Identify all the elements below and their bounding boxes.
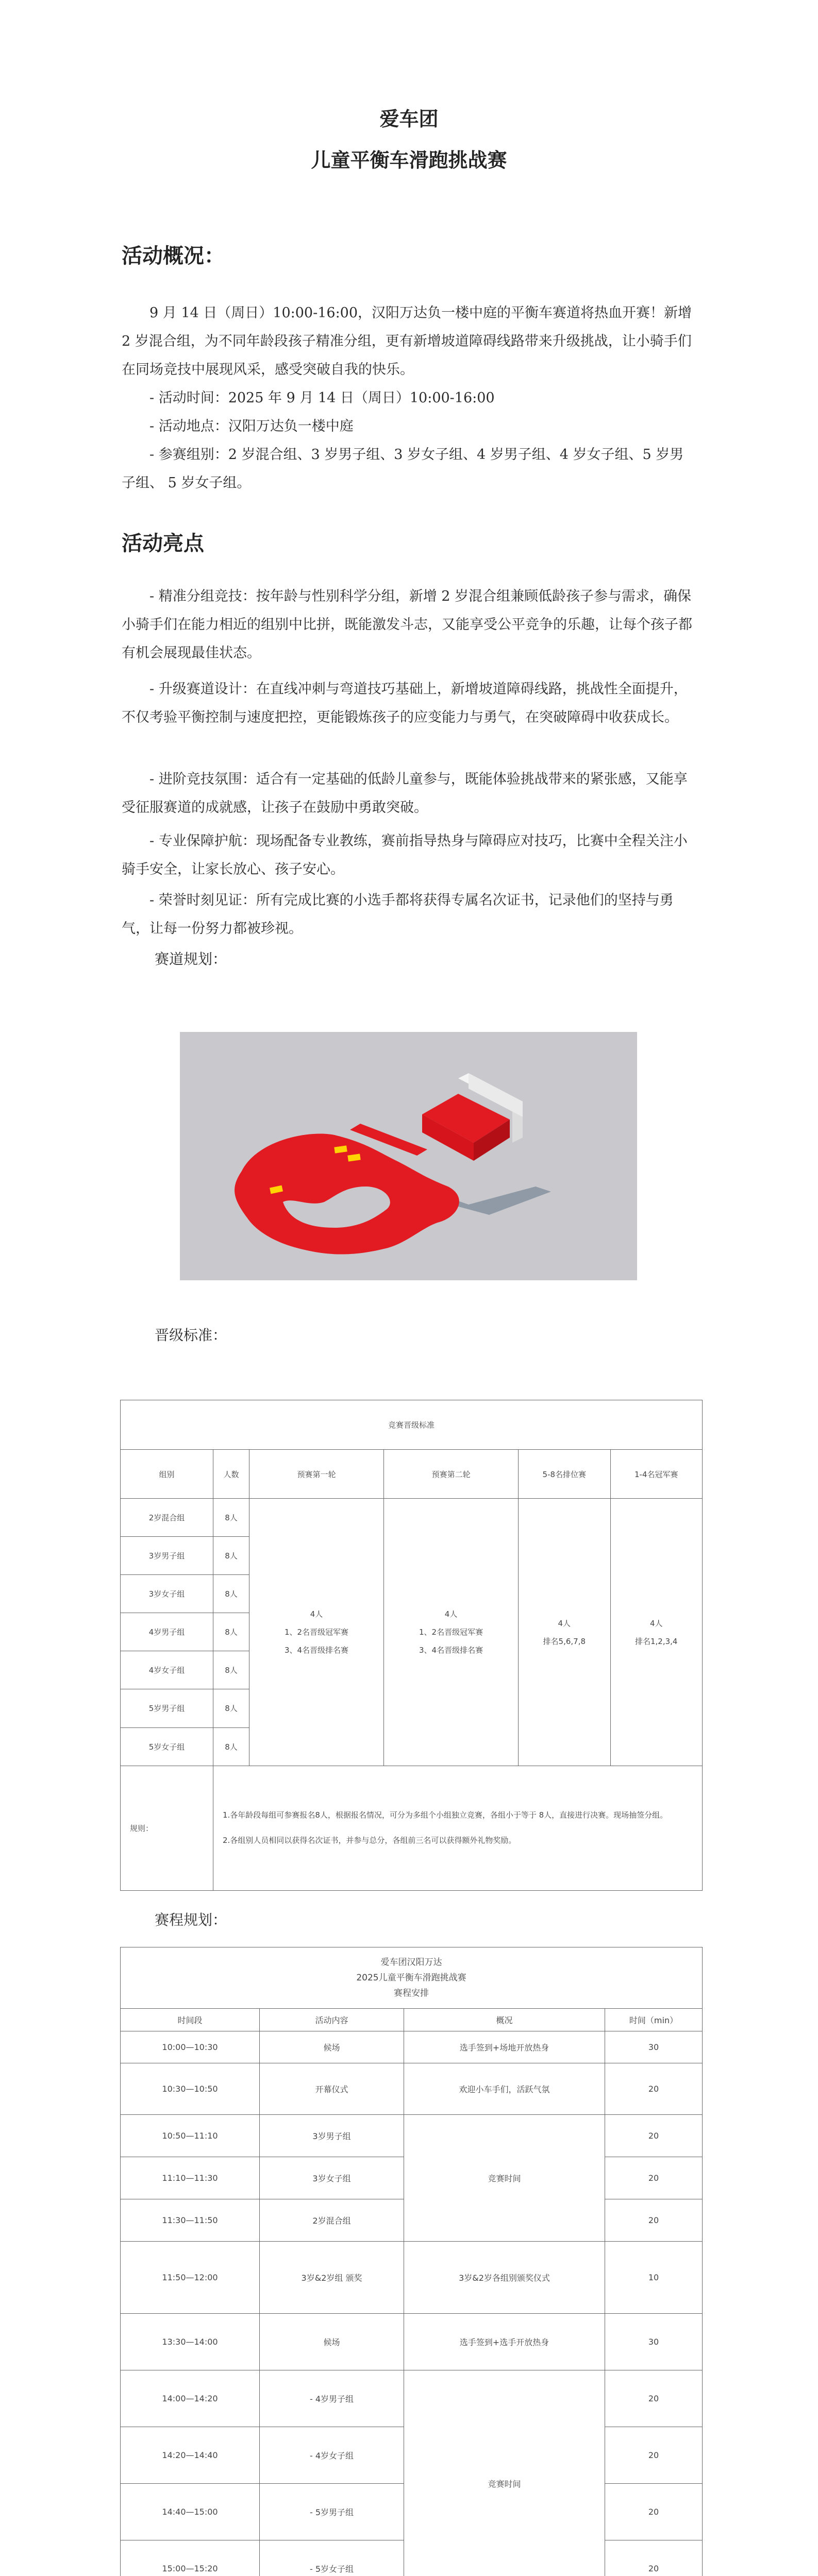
- col-header: 组别: [121, 1449, 213, 1499]
- min-cell: 20: [605, 2199, 703, 2242]
- group-cell: 4岁女子组: [121, 1651, 213, 1689]
- round2-rule: 1、2名晋级冠军赛: [419, 1628, 483, 1637]
- time-cell: 11:30—11:50: [121, 2199, 260, 2242]
- content-cell: 候场: [260, 2314, 404, 2370]
- count-cell: 8人: [213, 1499, 249, 1537]
- content-cell: - 5岁男子组: [260, 2484, 404, 2540]
- count-cell: 8人: [213, 1575, 249, 1613]
- content-cell: - 4岁男子组: [260, 2370, 404, 2427]
- promotion-label: 晋级标准：: [155, 1327, 227, 1344]
- col-header: 概况: [404, 2009, 605, 2031]
- min-cell: 20: [605, 2115, 703, 2157]
- rule-cell: [213, 1766, 703, 1890]
- min-cell: 20: [605, 2484, 703, 2540]
- r14-count: 4人: [649, 1618, 663, 1628]
- schedule-header-line: 赛程安排: [394, 1988, 429, 1998]
- promotion-table: [120, 1400, 703, 1891]
- time-cell: 15:00—15:20: [121, 2540, 260, 2576]
- content-cell: 3岁&2岁组 颁奖: [260, 2242, 404, 2314]
- min-cell: 30: [605, 2031, 703, 2063]
- page-title: 爱车团: [379, 108, 439, 130]
- overview-groups: - 参赛组别：2 岁混合组、3 岁男子组、3 岁女子组、4 岁男子组、4 岁女子组、5 岁男子组、 5 岁女子组。: [122, 447, 684, 491]
- r58-cell: [519, 1499, 610, 1766]
- highlight-item: - 升级赛道设计：在直线冲刺与弯道技巧基础上，新增坡道障碍线路，挑战性全面提升，不仅考验平衡控制与速度把控，更能锻炼孩子的应变能力与勇气，在突破障碍中收获成长。: [122, 681, 688, 725]
- desc-cell: 竞赛时间: [404, 2370, 605, 2576]
- desc-cell: 欢迎小车手们，活跃气氛: [404, 2063, 605, 2115]
- min-cell: 20: [605, 2063, 703, 2115]
- content-cell: 3岁男子组: [260, 2115, 404, 2157]
- time-cell: 11:50—12:00: [121, 2242, 260, 2314]
- desc-cell: 3岁&2岁各组别颁奖仪式: [404, 2242, 605, 2314]
- count-cell: 8人: [213, 1689, 249, 1727]
- min-cell: 20: [605, 2540, 703, 2576]
- time-cell: 10:50—11:10: [121, 2115, 260, 2157]
- group-cell: 5岁女子组: [121, 1727, 213, 1766]
- count-cell: 8人: [213, 1537, 249, 1575]
- r14-rule: 排名1,2,3,4: [635, 1636, 678, 1646]
- round2-cell: [384, 1499, 519, 1766]
- overview-place: - 活动地点：汉阳万达负一楼中庭: [149, 418, 354, 434]
- r58-rule: 排名5,6,7,8: [543, 1636, 586, 1646]
- content-cell: 开幕仪式: [260, 2063, 404, 2115]
- group-cell: 4岁男子组: [121, 1613, 213, 1651]
- round1-cell: [249, 1499, 384, 1766]
- round1-count: 4人: [310, 1609, 323, 1619]
- count-cell: 8人: [213, 1727, 249, 1766]
- schedule-header: [121, 1947, 703, 2009]
- count-cell: 8人: [213, 1613, 249, 1651]
- group-cell: 3岁女子组: [121, 1575, 213, 1613]
- schedule-header-line: 2025儿童平衡车滑跑挑战赛: [356, 1973, 466, 1983]
- min-cell: 30: [605, 2314, 703, 2370]
- group-cell: 5岁男子组: [121, 1689, 213, 1727]
- time-cell: 14:20—14:40: [121, 2427, 260, 2484]
- track-illustration: [180, 1032, 637, 1280]
- rule-label: 规则：: [121, 1766, 213, 1890]
- track-backdrop: [180, 1032, 637, 1280]
- highlight-item: - 精准分组竞技：按年龄与性别科学分组，新增 2 岁混合组兼顾低龄孩子参与需求，确保小骑手们在能力相近的组别中比拼，既能激发斗志，又能享受公平竞争的乐趣，让每个孩子都有机会展现最佳状态。: [122, 588, 692, 661]
- rule-line: 1.各年龄段每组可参赛报名8人，根据报名情况，可分为多组个小组独立竞赛，各组小于等于 8人，直接进行决赛。现场抽签分组。: [223, 1810, 668, 1820]
- highlight-item: - 进阶竞技氛围：适合有一定基础的低龄儿童参与，既能体验挑战带来的紧张感，又能享受征服赛道的成就感，让孩子在鼓励中勇敢突破。: [122, 771, 688, 816]
- content-cell: 2岁混合组: [260, 2199, 404, 2242]
- time-cell: 10:00—10:30: [121, 2031, 260, 2063]
- overview-intro: 9 月 14 日（周日）10:00-16:00，汉阳万达负一楼中庭的平衡车赛道将热血开赛！新增 2 岁混合组，为不同年龄段孩子精准分组，更有新增坡道障碍线路带来升级挑战，让小骑手们在同场竞技中展现风采，感受突破自我的快乐。: [122, 305, 692, 378]
- desc-cell: 选手签到+选手开放热身: [404, 2314, 605, 2370]
- col-header: 时间（min）: [605, 2009, 703, 2031]
- r58-count: 4人: [558, 1618, 571, 1628]
- col-header: 预赛第一轮: [249, 1449, 384, 1499]
- group-cell: 2岁混合组: [121, 1499, 213, 1537]
- min-cell: 20: [605, 2370, 703, 2427]
- time-cell: 13:30—14:00: [121, 2314, 260, 2370]
- highlight-item: - 荣誉时刻见证：所有完成比赛的小选手都将获得专属名次证书，记录他们的坚持与勇气，让每一份努力都被珍视。: [122, 892, 674, 937]
- col-header: 预赛第二轮: [384, 1449, 519, 1499]
- rule-line: 2.各组别人员相同以获得名次证书，并参与总分，各组前三名可以获得额外礼物奖励。: [223, 1836, 516, 1845]
- col-header: 时间段: [121, 2009, 260, 2031]
- min-cell: 20: [605, 2427, 703, 2484]
- time-cell: 14:00—14:20: [121, 2370, 260, 2427]
- col-header: 5-8名排位赛: [519, 1449, 610, 1499]
- time-cell: 14:40—15:00: [121, 2484, 260, 2540]
- count-cell: 8人: [213, 1651, 249, 1689]
- round2-count: 4人: [444, 1609, 458, 1619]
- desc-cell: 竞赛时间: [404, 2115, 605, 2242]
- min-cell: 10: [605, 2242, 703, 2314]
- highlight-item: - 专业保障护航：现场配备专业教练，赛前指导热身与障碍应对技巧，比赛中全程关注小骑手安全，让家长放心、孩子安心。: [122, 833, 688, 877]
- content-cell: 候场: [260, 2031, 404, 2063]
- schedule-table: [120, 1947, 703, 2576]
- overview-time: - 活动时间：2025 年 9 月 14 日（周日）10:00-16:00: [149, 390, 495, 406]
- round1-rule: 3、4名晋级排名赛: [284, 1646, 349, 1655]
- r14-cell: [610, 1499, 703, 1766]
- time-cell: 11:10—11:30: [121, 2157, 260, 2199]
- min-cell: 20: [605, 2157, 703, 2199]
- content-cell: 3岁女子组: [260, 2157, 404, 2199]
- schedule-label: 赛程规划：: [155, 1911, 227, 1928]
- group-cell: 3岁男子组: [121, 1537, 213, 1575]
- round1-rule: 1、2名晋级冠军赛: [284, 1628, 349, 1637]
- track-label: 赛道规划：: [155, 951, 227, 968]
- col-header: 1-4名冠军赛: [610, 1449, 703, 1499]
- overview-heading: 活动概况：: [122, 244, 225, 268]
- col-header: 活动内容: [260, 2009, 404, 2031]
- round2-rule: 3、4名晋级排名赛: [419, 1646, 483, 1655]
- schedule-header-line: 爱车团汉阳万达: [380, 1957, 442, 1968]
- content-cell: - 5岁女子组: [260, 2540, 404, 2576]
- desc-cell: 选手签到+场地开放热身: [404, 2031, 605, 2063]
- page-subtitle: 儿童平衡车滑跑挑战赛: [311, 149, 507, 172]
- highlights-heading: 活动亮点: [122, 532, 204, 555]
- content-cell: - 4岁女子组: [260, 2427, 404, 2484]
- time-cell: 10:30—10:50: [121, 2063, 260, 2115]
- col-header: 人数: [213, 1449, 249, 1499]
- promotion-table-title: 竞赛晋级标准: [121, 1400, 703, 1450]
